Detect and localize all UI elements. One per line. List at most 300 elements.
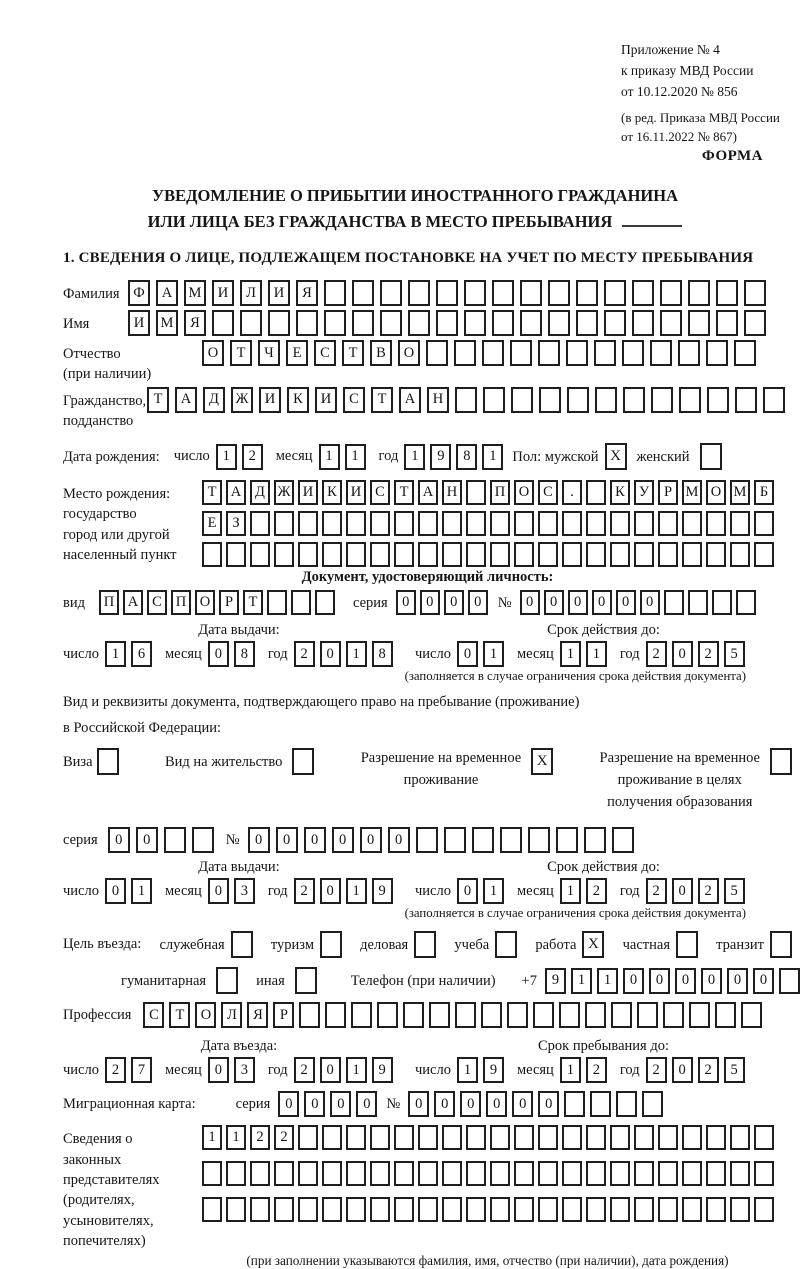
form-cell[interactable]: И (259, 387, 281, 413)
form-cell[interactable] (559, 1002, 580, 1028)
form-cell[interactable] (520, 280, 542, 306)
form-cell[interactable] (226, 1197, 246, 1222)
form-cell[interactable] (394, 1161, 414, 1186)
form-cell[interactable] (298, 542, 318, 567)
form-cell[interactable] (164, 827, 186, 853)
form-cell[interactable] (741, 1002, 762, 1028)
form-cell[interactable]: 0 (468, 590, 488, 615)
form-cell[interactable] (436, 310, 458, 336)
form-cell[interactable]: И (212, 280, 234, 306)
form-cell[interactable] (754, 511, 774, 536)
form-cell[interactable] (346, 1125, 366, 1150)
form-cell[interactable]: 0 (320, 641, 341, 667)
form-cell[interactable]: 0 (640, 590, 660, 615)
form-cell[interactable] (682, 1161, 702, 1186)
form-cell[interactable] (268, 310, 290, 336)
form-cell[interactable] (436, 280, 458, 306)
form-cell[interactable]: Б (754, 480, 774, 505)
form-cell[interactable]: Е (202, 511, 222, 536)
form-cell[interactable] (634, 1161, 654, 1186)
form-cell[interactable] (538, 1197, 558, 1222)
form-cell[interactable]: 3 (234, 878, 255, 904)
form-cell[interactable] (192, 827, 214, 853)
form-cell[interactable] (682, 1197, 702, 1222)
form-cell[interactable]: И (268, 280, 290, 306)
form-cell[interactable]: 0 (444, 590, 464, 615)
form-cell[interactable]: М (730, 480, 750, 505)
form-cell[interactable]: 0 (304, 1091, 325, 1117)
form-cell[interactable] (564, 1091, 585, 1117)
form-cell[interactable]: 0 (208, 641, 229, 667)
form-cell[interactable] (566, 340, 588, 366)
form-cell[interactable]: 0 (457, 878, 478, 904)
form-cell[interactable]: Р (219, 590, 239, 615)
form-cell[interactable] (202, 1197, 222, 1222)
form-cell[interactable]: С (343, 387, 365, 413)
form-cell[interactable] (730, 1161, 750, 1186)
form-cell[interactable] (604, 310, 626, 336)
form-cell[interactable] (490, 542, 510, 567)
form-cell[interactable]: 1 (571, 968, 592, 994)
form-cell[interactable]: Я (247, 1002, 268, 1028)
form-cell[interactable] (418, 1161, 438, 1186)
form-cell[interactable]: А (399, 387, 421, 413)
form-cell[interactable] (610, 1197, 630, 1222)
form-cell[interactable] (352, 280, 374, 306)
form-cell[interactable]: 0 (568, 590, 588, 615)
form-cell[interactable]: Я (296, 280, 318, 306)
form-cell[interactable]: П (99, 590, 119, 615)
form-cell[interactable] (632, 280, 654, 306)
form-cell[interactable]: 0 (208, 1057, 229, 1083)
form-cell[interactable]: 8 (372, 641, 393, 667)
form-cell[interactable] (679, 387, 701, 413)
form-cell[interactable]: 0 (408, 1091, 429, 1117)
form-cell[interactable]: И (346, 480, 366, 505)
form-cell[interactable]: А (226, 480, 246, 505)
form-cell[interactable] (394, 542, 414, 567)
form-cell[interactable] (612, 827, 634, 853)
form-cell[interactable] (466, 480, 486, 505)
form-cell[interactable] (492, 310, 514, 336)
form-cell[interactable] (483, 387, 505, 413)
form-cell[interactable] (562, 1197, 582, 1222)
form-cell[interactable]: М (682, 480, 702, 505)
form-cell[interactable]: Ж (274, 480, 294, 505)
form-cell[interactable] (351, 1002, 372, 1028)
purpose-tourism-checkbox[interactable] (320, 931, 342, 958)
form-cell[interactable]: Д (250, 480, 270, 505)
form-cell[interactable] (408, 280, 430, 306)
form-cell[interactable] (658, 542, 678, 567)
form-cell[interactable] (658, 1161, 678, 1186)
form-cell[interactable] (595, 387, 617, 413)
form-cell[interactable]: 0 (701, 968, 722, 994)
purpose-study-checkbox[interactable] (495, 931, 517, 958)
form-cell[interactable]: С (143, 1002, 164, 1028)
form-cell[interactable] (466, 1125, 486, 1150)
form-cell[interactable]: 9 (483, 1057, 504, 1083)
form-cell[interactable] (682, 542, 702, 567)
form-cell[interactable] (539, 387, 561, 413)
form-cell[interactable] (380, 280, 402, 306)
form-cell[interactable] (663, 1002, 684, 1028)
form-cell[interactable] (346, 542, 366, 567)
form-cell[interactable] (322, 1125, 342, 1150)
form-cell[interactable]: Т (371, 387, 393, 413)
purpose-official-checkbox[interactable] (231, 931, 253, 958)
form-cell[interactable]: К (287, 387, 309, 413)
form-cell[interactable]: 0 (320, 1057, 341, 1083)
form-cell[interactable] (442, 1125, 462, 1150)
form-cell[interactable]: Т (243, 590, 263, 615)
form-cell[interactable]: 0 (304, 827, 326, 853)
form-cell[interactable] (298, 511, 318, 536)
form-cell[interactable] (202, 542, 222, 567)
residence-permit-checkbox[interactable] (292, 748, 314, 775)
form-cell[interactable]: 1 (560, 878, 581, 904)
form-cell[interactable]: 0 (512, 1091, 533, 1117)
form-cell[interactable] (466, 1197, 486, 1222)
form-cell[interactable]: 2 (274, 1125, 294, 1150)
form-cell[interactable] (616, 1091, 637, 1117)
form-cell[interactable] (514, 1197, 534, 1222)
form-cell[interactable]: 1 (202, 1125, 222, 1150)
form-cell[interactable]: 1 (586, 641, 607, 667)
form-cell[interactable] (604, 280, 626, 306)
form-cell[interactable] (650, 340, 672, 366)
form-cell[interactable] (736, 590, 756, 615)
form-cell[interactable] (416, 827, 438, 853)
form-cell[interactable]: С (538, 480, 558, 505)
form-cell[interactable]: 5 (724, 641, 745, 667)
form-cell[interactable]: 0 (248, 827, 270, 853)
form-cell[interactable] (442, 511, 462, 536)
form-cell[interactable]: 2 (586, 878, 607, 904)
form-cell[interactable] (637, 1002, 658, 1028)
form-cell[interactable]: 5 (724, 1057, 745, 1083)
form-cell[interactable] (623, 387, 645, 413)
form-cell[interactable] (594, 340, 616, 366)
form-cell[interactable] (464, 310, 486, 336)
form-cell[interactable] (298, 1161, 318, 1186)
form-cell[interactable]: О (195, 590, 215, 615)
form-cell[interactable] (688, 310, 710, 336)
form-cell[interactable]: 2 (294, 1057, 315, 1083)
form-cell[interactable] (507, 1002, 528, 1028)
form-cell[interactable] (586, 480, 606, 505)
form-cell[interactable] (455, 1002, 476, 1028)
form-cell[interactable] (634, 542, 654, 567)
form-cell[interactable]: М (156, 310, 178, 336)
form-cell[interactable]: 0 (592, 590, 612, 615)
form-cell[interactable]: С (314, 340, 336, 366)
purpose-private-checkbox[interactable] (676, 931, 698, 958)
form-cell[interactable]: 7 (131, 1057, 152, 1083)
form-cell[interactable] (730, 1197, 750, 1222)
form-cell[interactable] (444, 827, 466, 853)
form-cell[interactable] (689, 1002, 710, 1028)
form-cell[interactable] (267, 590, 287, 615)
form-cell[interactable] (426, 340, 448, 366)
form-cell[interactable]: 1 (216, 444, 237, 470)
form-cell[interactable]: 0 (320, 878, 341, 904)
form-cell[interactable]: 0 (360, 827, 382, 853)
form-cell[interactable]: 1 (597, 968, 618, 994)
form-cell[interactable] (584, 827, 606, 853)
form-cell[interactable] (514, 511, 534, 536)
form-cell[interactable] (688, 590, 708, 615)
purpose-transit-checkbox[interactable] (770, 931, 792, 958)
form-cell[interactable]: 0 (753, 968, 774, 994)
form-cell[interactable]: 1 (319, 444, 340, 470)
form-cell[interactable] (682, 1125, 702, 1150)
form-cell[interactable] (567, 387, 589, 413)
temp-residence-education-checkbox[interactable] (770, 748, 792, 775)
form-cell[interactable] (730, 542, 750, 567)
form-cell[interactable]: 9 (372, 1057, 393, 1083)
form-cell[interactable] (562, 1161, 582, 1186)
form-cell[interactable] (490, 1197, 510, 1222)
form-cell[interactable] (548, 280, 570, 306)
form-cell[interactable] (658, 1125, 678, 1150)
form-cell[interactable]: С (370, 480, 390, 505)
form-cell[interactable] (706, 511, 726, 536)
form-cell[interactable] (299, 1002, 320, 1028)
form-cell[interactable] (418, 511, 438, 536)
form-cell[interactable]: 0 (520, 590, 540, 615)
form-cell[interactable] (706, 340, 728, 366)
form-cell[interactable]: Р (658, 480, 678, 505)
form-cell[interactable] (250, 542, 270, 567)
form-cell[interactable]: Т (202, 480, 222, 505)
form-cell[interactable] (442, 542, 462, 567)
form-cell[interactable]: К (610, 480, 630, 505)
form-cell[interactable] (763, 387, 785, 413)
form-cell[interactable] (730, 1125, 750, 1150)
form-cell[interactable] (429, 1002, 450, 1028)
form-cell[interactable]: 5 (724, 878, 745, 904)
form-cell[interactable]: 0 (672, 878, 693, 904)
form-cell[interactable]: Т (147, 387, 169, 413)
form-cell[interactable] (482, 340, 504, 366)
form-cell[interactable]: 0 (278, 1091, 299, 1117)
form-cell[interactable]: 9 (545, 968, 566, 994)
form-cell[interactable]: 0 (538, 1091, 559, 1117)
form-cell[interactable]: В (370, 340, 392, 366)
form-cell[interactable] (442, 1197, 462, 1222)
form-cell[interactable]: 0 (727, 968, 748, 994)
form-cell[interactable]: А (123, 590, 143, 615)
form-cell[interactable] (298, 1197, 318, 1222)
form-cell[interactable] (442, 1161, 462, 1186)
form-cell[interactable]: 8 (234, 641, 255, 667)
form-cell[interactable] (610, 542, 630, 567)
form-cell[interactable]: Е (286, 340, 308, 366)
form-cell[interactable]: 0 (136, 827, 158, 853)
purpose-business-checkbox[interactable] (414, 931, 436, 958)
form-cell[interactable] (500, 827, 522, 853)
form-cell[interactable]: Ч (258, 340, 280, 366)
form-cell[interactable] (325, 1002, 346, 1028)
form-cell[interactable]: 0 (208, 878, 229, 904)
form-cell[interactable] (586, 1161, 606, 1186)
form-cell[interactable] (533, 1002, 554, 1028)
form-cell[interactable] (538, 511, 558, 536)
form-cell[interactable] (562, 511, 582, 536)
form-cell[interactable] (611, 1002, 632, 1028)
form-cell[interactable] (274, 1161, 294, 1186)
form-cell[interactable]: 0 (330, 1091, 351, 1117)
form-cell[interactable] (490, 1161, 510, 1186)
form-cell[interactable] (634, 1125, 654, 1150)
form-cell[interactable]: 2 (646, 1057, 667, 1083)
form-cell[interactable] (678, 340, 700, 366)
form-cell[interactable]: 1 (226, 1125, 246, 1150)
form-cell[interactable] (418, 542, 438, 567)
form-cell[interactable] (315, 590, 335, 615)
form-cell[interactable]: 2 (242, 444, 263, 470)
form-cell[interactable] (418, 1125, 438, 1150)
form-cell[interactable] (682, 511, 702, 536)
form-cell[interactable]: 0 (672, 641, 693, 667)
form-cell[interactable]: 0 (623, 968, 644, 994)
form-cell[interactable] (658, 1197, 678, 1222)
form-cell[interactable] (664, 590, 684, 615)
sex-male-checkbox[interactable]: X (605, 443, 627, 470)
form-cell[interactable] (394, 511, 414, 536)
form-cell[interactable]: 6 (131, 641, 152, 667)
form-cell[interactable]: 1 (346, 878, 367, 904)
form-cell[interactable] (394, 1125, 414, 1150)
form-cell[interactable] (298, 1125, 318, 1150)
form-cell[interactable]: 2 (646, 878, 667, 904)
form-cell[interactable] (274, 511, 294, 536)
form-cell[interactable] (538, 1125, 558, 1150)
form-cell[interactable]: М (184, 280, 206, 306)
form-cell[interactable] (514, 1125, 534, 1150)
form-cell[interactable] (634, 511, 654, 536)
form-cell[interactable]: 0 (434, 1091, 455, 1117)
form-cell[interactable]: 2 (586, 1057, 607, 1083)
form-cell[interactable]: А (156, 280, 178, 306)
form-cell[interactable]: 0 (460, 1091, 481, 1117)
form-cell[interactable]: О (514, 480, 534, 505)
form-cell[interactable]: З (226, 511, 246, 536)
form-cell[interactable]: Л (221, 1002, 242, 1028)
form-cell[interactable]: И (298, 480, 318, 505)
form-cell[interactable]: 2 (250, 1125, 270, 1150)
form-cell[interactable]: Н (427, 387, 449, 413)
form-cell[interactable]: . (562, 480, 582, 505)
form-cell[interactable]: 2 (646, 641, 667, 667)
form-cell[interactable] (466, 511, 486, 536)
form-cell[interactable]: 0 (105, 878, 126, 904)
temp-residence-checkbox[interactable]: X (531, 748, 553, 775)
form-cell[interactable]: Ж (231, 387, 253, 413)
form-cell[interactable] (377, 1002, 398, 1028)
form-cell[interactable] (712, 590, 732, 615)
form-cell[interactable] (490, 1125, 510, 1150)
form-cell[interactable] (576, 280, 598, 306)
form-cell[interactable] (528, 827, 550, 853)
form-cell[interactable]: 1 (483, 641, 504, 667)
form-cell[interactable] (212, 310, 234, 336)
form-cell[interactable] (590, 1091, 611, 1117)
form-cell[interactable] (511, 387, 533, 413)
form-cell[interactable] (707, 387, 729, 413)
form-cell[interactable] (562, 542, 582, 567)
form-cell[interactable] (754, 1197, 774, 1222)
form-cell[interactable]: А (418, 480, 438, 505)
form-cell[interactable] (492, 280, 514, 306)
form-cell[interactable] (716, 280, 738, 306)
form-cell[interactable] (651, 387, 673, 413)
form-cell[interactable] (754, 1161, 774, 1186)
form-cell[interactable] (754, 1125, 774, 1150)
form-cell[interactable]: 1 (105, 641, 126, 667)
form-cell[interactable]: 9 (430, 444, 451, 470)
form-cell[interactable]: О (706, 480, 726, 505)
form-cell[interactable] (688, 280, 710, 306)
form-cell[interactable]: П (171, 590, 191, 615)
form-cell[interactable]: С (147, 590, 167, 615)
form-cell[interactable] (632, 310, 654, 336)
form-cell[interactable] (370, 1197, 390, 1222)
form-cell[interactable] (735, 387, 757, 413)
form-cell[interactable] (403, 1002, 424, 1028)
form-cell[interactable]: 1 (560, 641, 581, 667)
form-cell[interactable] (586, 511, 606, 536)
form-cell[interactable]: И (315, 387, 337, 413)
form-cell[interactable]: 0 (675, 968, 696, 994)
form-cell[interactable] (514, 1161, 534, 1186)
form-cell[interactable] (352, 310, 374, 336)
visa-checkbox[interactable] (97, 748, 119, 775)
form-cell[interactable] (240, 310, 262, 336)
form-cell[interactable] (538, 1161, 558, 1186)
form-cell[interactable]: 2 (105, 1057, 126, 1083)
form-cell[interactable]: К (322, 480, 342, 505)
form-cell[interactable] (346, 1161, 366, 1186)
form-cell[interactable] (464, 280, 486, 306)
form-cell[interactable]: 2 (698, 878, 719, 904)
form-cell[interactable] (296, 310, 318, 336)
form-cell[interactable] (610, 511, 630, 536)
form-cell[interactable] (660, 310, 682, 336)
form-cell[interactable] (754, 542, 774, 567)
form-cell[interactable]: 1 (404, 444, 425, 470)
form-cell[interactable] (291, 590, 311, 615)
form-cell[interactable] (466, 542, 486, 567)
form-cell[interactable]: 0 (356, 1091, 377, 1117)
form-cell[interactable] (274, 1197, 294, 1222)
form-cell[interactable] (716, 310, 738, 336)
form-cell[interactable]: И (128, 310, 150, 336)
form-cell[interactable] (250, 1197, 270, 1222)
form-cell[interactable]: А (175, 387, 197, 413)
form-cell[interactable] (202, 1161, 222, 1186)
form-cell[interactable] (715, 1002, 736, 1028)
form-cell[interactable]: Т (394, 480, 414, 505)
form-cell[interactable] (706, 1161, 726, 1186)
form-cell[interactable] (610, 1125, 630, 1150)
form-cell[interactable] (226, 1161, 246, 1186)
form-cell[interactable]: 1 (482, 444, 503, 470)
form-cell[interactable]: 0 (420, 590, 440, 615)
form-cell[interactable] (730, 511, 750, 536)
form-cell[interactable]: 1 (345, 444, 366, 470)
